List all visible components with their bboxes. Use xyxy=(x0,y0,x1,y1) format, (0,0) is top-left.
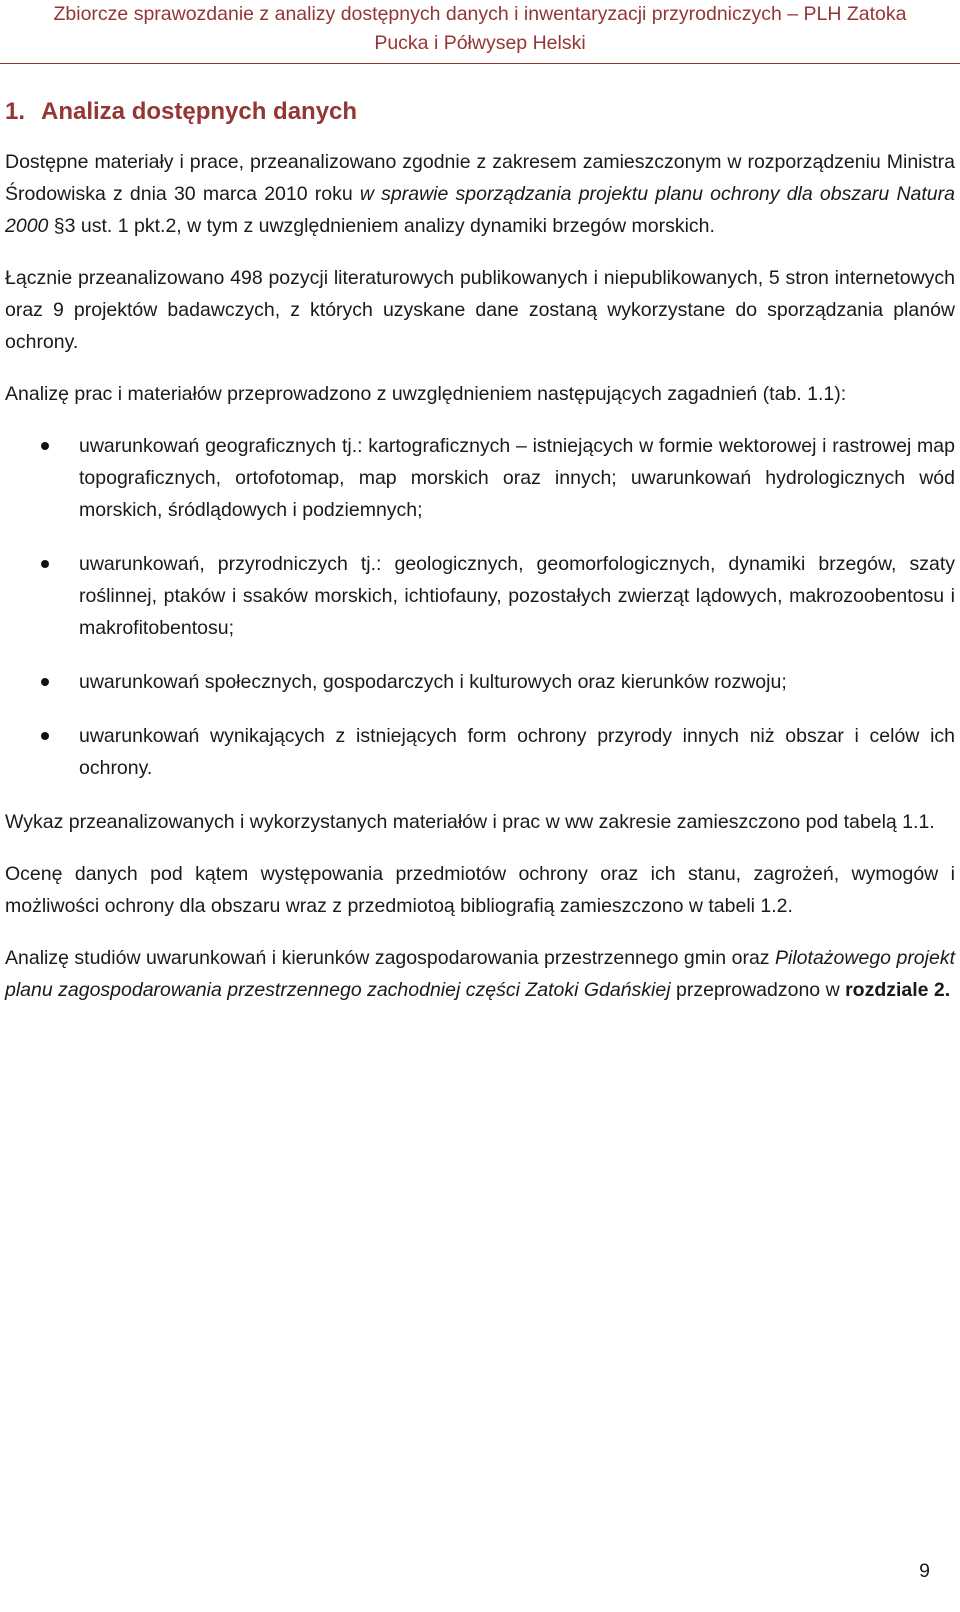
paragraph-totals: Łącznie przeanalizowano 498 pozycji literaturowych publikowanych i niepublikowanych, 5 stron internetowych oraz 9 projektów badawczych, z których uzyskane dane zostaną wykorzystane do sporządzania planów ochrony. xyxy=(5,267,955,353)
list-item-text: uwarunkowań, przyrodniczych tj.: geologicznych, geomorfologicznych, dynamiki brzegów, szaty roślinnej, ptaków i ssaków morskich, ichtiofauny, pozostałych zwierząt lądowych, makrozoobentosu i makrofitobentosu; xyxy=(79,553,955,639)
running-header xyxy=(0,0,960,58)
paragraph-materials-list: Wykaz przeanalizowanych i wykorzystanych materiałów i prac w ww zakresie zamieszczono pod tabelą 1.1. xyxy=(5,811,935,833)
section-heading xyxy=(5,92,955,132)
paragraph-spatial-part2: przeprowadzono w xyxy=(670,979,846,1001)
bullet-icon xyxy=(41,442,49,450)
bullet-icon xyxy=(41,732,49,740)
section-title: Analiza dostępnych danych xyxy=(41,98,358,125)
section-number: 1. xyxy=(5,98,26,125)
header-line-1: Zbiorcze sprawozdanie z analizy dostępnych danych i inwentaryzacji przyrodniczych – PLH Zatoka xyxy=(53,3,907,25)
list-item-text: uwarunkowań geograficznych tj.: kartograficznych – istniejących w formie wektorowej i rastrowej map topograficznych, ortofotomap, map morskich oraz innych; uwarunkowań hydrologicznych wód morskich, śródlądowych i podziemnych; xyxy=(79,435,955,521)
paragraph-intro-part2: §3 ust. 1 pkt.2, w tym z uwzględnieniem analizy dynamiki brzegów morskich. xyxy=(48,215,715,237)
paragraph-topics-intro: Analizę prac i materiałów przeprowadzono z uwzględnieniem następujących zagadnień (tab. 1.1): xyxy=(5,383,847,405)
document-body xyxy=(5,92,955,1026)
list-item-text: uwarunkowań wynikających z istniejących form ochrony przyrody innych niż obszar i celów ich ochrony. xyxy=(79,725,955,779)
paragraph-spatial-italic: Pilotażowego projekt planu zagospodarowania przestrzennego zachodniej części Zatoki Gdańskiej xyxy=(5,947,955,1001)
page-number: 9 xyxy=(919,1560,930,1582)
paragraph-spatial-studies xyxy=(5,942,955,1006)
paragraph-intro-italic: w sprawie sporządzania projektu planu ochrony dla obszaru Natura 2000 xyxy=(5,183,955,237)
topics-list xyxy=(5,430,955,784)
bullet-icon xyxy=(41,678,49,686)
header-line-2: Pucka i Półwysep Helski xyxy=(374,32,586,54)
paragraph-intro-part1: Dostępne materiały i prace, przeanalizowano zgodnie z zakresem zamieszczonym w rozporządzeniu Ministra Środowiska z dnia 30 marca 2010 roku xyxy=(5,151,955,205)
list-item xyxy=(5,666,955,698)
header-divider xyxy=(0,63,960,64)
paragraph-spatial-part1: Analizę studiów uwarunkowań i kierunków zagospodarowania przestrzennego gmin oraz xyxy=(5,947,776,969)
paragraph-spatial-bold: rozdziale 2. xyxy=(845,979,951,1001)
bullet-icon xyxy=(41,560,49,568)
list-item xyxy=(5,430,955,526)
list-item-text: uwarunkowań społecznych, gospodarczych i kulturowych oraz kierunków rozwoju; xyxy=(79,671,787,693)
paragraph-data-assessment: Ocenę danych pod kątem występowania przedmiotów ochrony oraz ich stanu, zagrożeń, wymogów i możliwości ochrony dla obszaru wraz z przedmiotoą bibliografią zamieszczono w tabeli 1.2. xyxy=(5,863,955,917)
paragraph-intro xyxy=(5,146,955,242)
list-item xyxy=(5,720,955,784)
list-item xyxy=(5,548,955,644)
